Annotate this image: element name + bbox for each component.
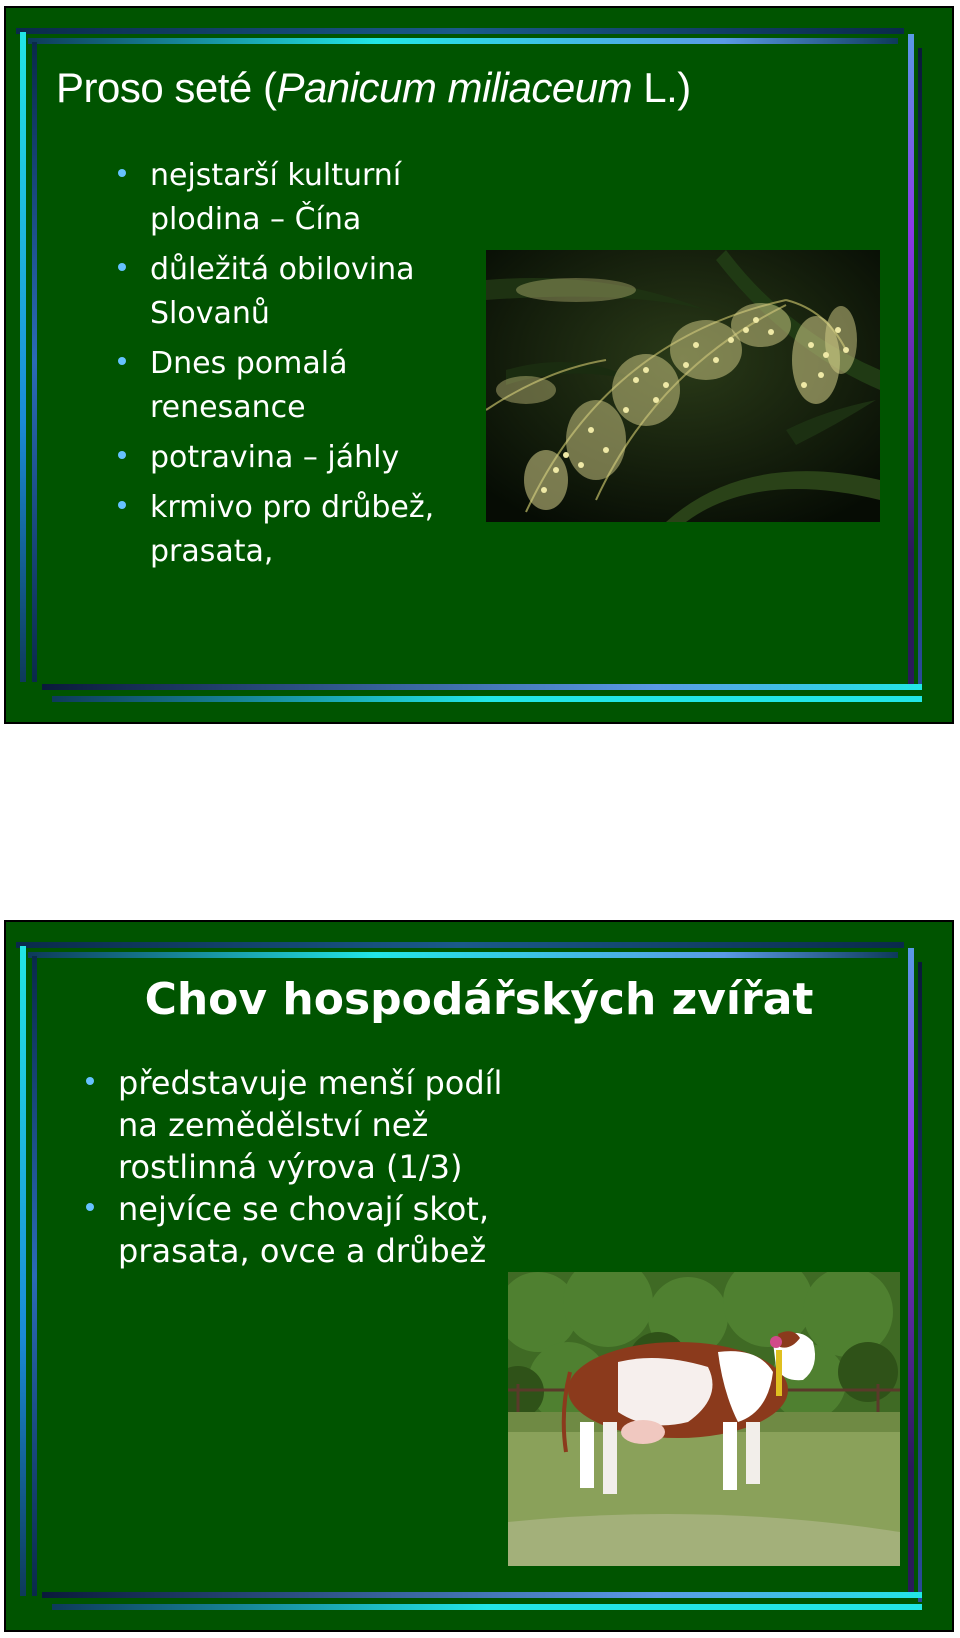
- bullet-dot-icon: [118, 263, 126, 271]
- frame-top-bar-cyan: [28, 38, 898, 44]
- bullet-item: nejvíce se chovají skot, prasata, ovce a drůbež: [86, 1188, 516, 1272]
- frame-top-bar-dark: [16, 28, 904, 34]
- frame-right-bar-dark: [918, 48, 922, 688]
- bullet-dot-icon: [118, 501, 126, 509]
- frame-right-bar-dark: [918, 962, 922, 1602]
- frame-right-bar-purple: [908, 948, 914, 1598]
- bullet-dot-icon: [86, 1203, 94, 1211]
- slide-proso: [4, 6, 954, 724]
- cow-photo: [508, 1272, 900, 1566]
- frame-bottom-bar-cyan: [52, 696, 922, 702]
- title-suffix: L.): [632, 64, 691, 111]
- bullet-list: [86, 1062, 516, 1272]
- bullet-dot-icon: [86, 1077, 94, 1085]
- bullet-item: nejstarší kulturní plodina – Čína: [118, 154, 448, 242]
- frame-bottom-bar-cyan: [52, 1604, 922, 1610]
- cow-image: [508, 1272, 900, 1566]
- bullet-list: [118, 154, 448, 580]
- frame-left-bar-dark: [32, 956, 37, 1596]
- frame-top-bar-cyan: [28, 952, 898, 958]
- bullet-item: důležitá obilovina Slovanů: [118, 248, 448, 336]
- millet-plant-image: [486, 250, 880, 522]
- frame-bottom-bar-blue: [42, 1592, 922, 1598]
- frame-left-bar-cyan: [20, 946, 26, 1596]
- bullet-item: představuje menší podíl na zemědělství než rostlinná výrova (1/3): [86, 1062, 516, 1188]
- slide-chov: [4, 920, 954, 1632]
- bullet-item: potravina – jáhly: [118, 436, 448, 480]
- bullet-dot-icon: [118, 451, 126, 459]
- bullet-item: krmivo pro drůbež, prasata,: [118, 486, 448, 574]
- frame-left-bar-dark: [32, 42, 37, 682]
- frame-top-bar-dark: [16, 942, 904, 948]
- frame-left-bar-cyan: [20, 32, 26, 682]
- frame-bottom-bar-blue: [42, 684, 922, 690]
- millet-photo: [486, 250, 880, 522]
- title-prefix: Proso seté (: [56, 64, 277, 111]
- bullet-dot-icon: [118, 357, 126, 365]
- frame-right-bar-purple: [908, 34, 914, 684]
- slide-title: [56, 64, 691, 112]
- title-latin-name: Panicum miliaceum: [276, 64, 633, 111]
- bullet-item: Dnes pomalá renesance: [118, 342, 448, 430]
- bullet-dot-icon: [118, 169, 126, 177]
- slide-title: Chov hospodářských zvířat: [144, 974, 814, 1025]
